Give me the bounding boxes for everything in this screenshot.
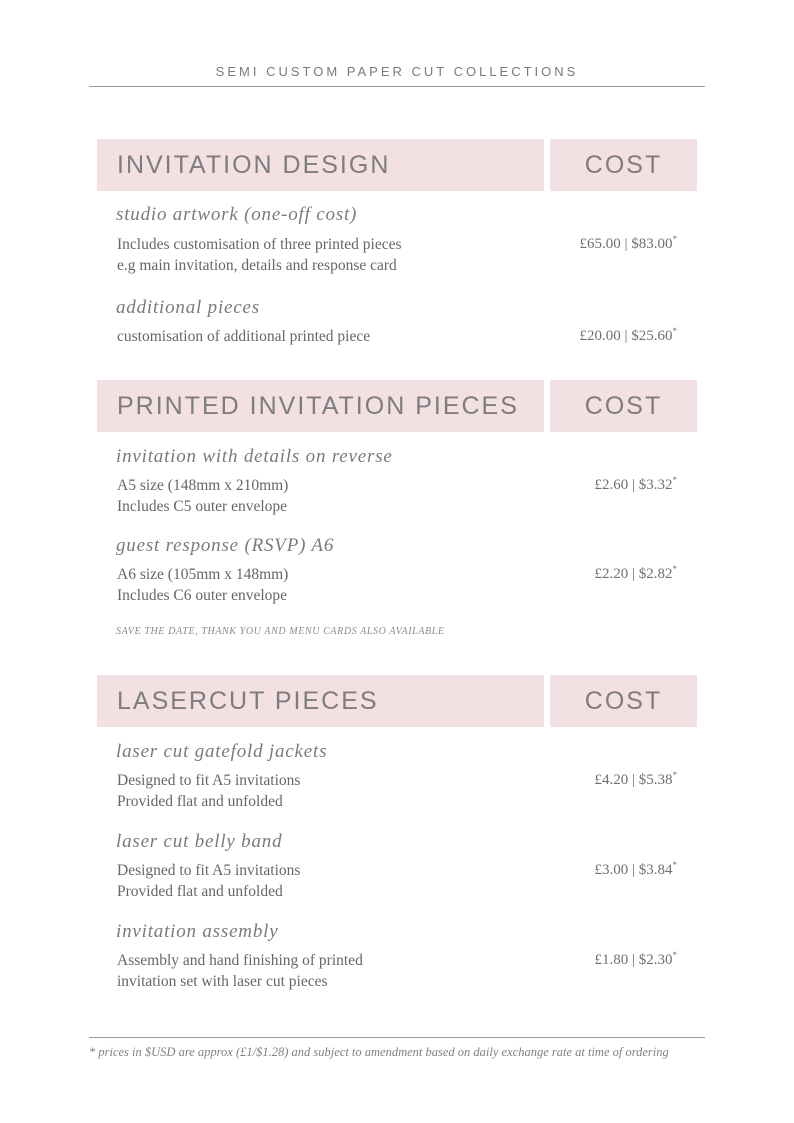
section-title: LASERCUT PIECES: [117, 687, 379, 715]
availability-note: SAVE THE DATE, THANK YOU AND MENU CARDS ALSO AVAILABLE: [116, 626, 445, 637]
item-price: £1.80 | $2.30*: [594, 950, 677, 968]
item-title: laser cut gatefold jackets: [116, 741, 328, 762]
cost-header: [550, 380, 697, 432]
item-price: £3.00 | $3.84*: [594, 860, 677, 878]
cost-header: [550, 675, 697, 727]
item-price: £2.20 | $2.82*: [594, 564, 677, 582]
item-description: A6 size (105mm x 148mm) Includes C6 outer envelope: [117, 566, 289, 604]
footer-divider: [89, 1037, 705, 1038]
item-price: £65.00 | $83.00*: [579, 234, 677, 252]
cost-label: COST: [584, 687, 663, 715]
cost-header: [550, 139, 697, 191]
section-title: INVITATION DESIGN: [117, 151, 391, 179]
item-description: customisation of additional printed piece: [117, 328, 371, 345]
section-header-lasercut-pieces: [97, 675, 544, 727]
item-description: A5 size (148mm x 210mm) Includes C5 outer envelope: [117, 477, 289, 515]
item-description: Includes customisation of three printed pieces e.g main invitation, details and response card: [117, 236, 402, 274]
item-description: Designed to fit A5 invitations Provided flat and unfolded: [117, 862, 301, 900]
item-title: guest response (RSVP) A6: [116, 535, 335, 556]
item-price: £2.60 | $3.32*: [594, 475, 677, 493]
item-price: £20.00 | $25.60*: [579, 326, 677, 344]
item-price: £4.20 | $5.38*: [594, 770, 677, 788]
page-title: SEMI CUSTOM PAPER CUT COLLECTIONS: [215, 64, 579, 79]
item-title: invitation with details on reverse: [116, 446, 393, 467]
section-title: PRINTED INVITATION PIECES: [117, 392, 519, 420]
section-header-invitation-design: [97, 139, 544, 191]
item-description: Designed to fit A5 invitations Provided flat and unfolded: [117, 772, 301, 810]
section-header-printed-invitation-pieces: [97, 380, 544, 432]
cost-label: COST: [584, 151, 663, 179]
item-description: Assembly and hand finishing of printed invitation set with laser cut pieces: [117, 952, 363, 990]
cost-label: COST: [584, 392, 663, 420]
item-title: laser cut belly band: [116, 831, 283, 852]
item-title: invitation assembly: [116, 921, 279, 942]
footnote: * prices in $USD are approx (£1/$1.28) and subject to amendment based on daily exchange rate at time of ordering: [89, 1045, 669, 1059]
item-title: additional pieces: [116, 297, 260, 318]
header-divider: [89, 86, 705, 87]
item-title: studio artwork (one-off cost): [116, 204, 358, 225]
